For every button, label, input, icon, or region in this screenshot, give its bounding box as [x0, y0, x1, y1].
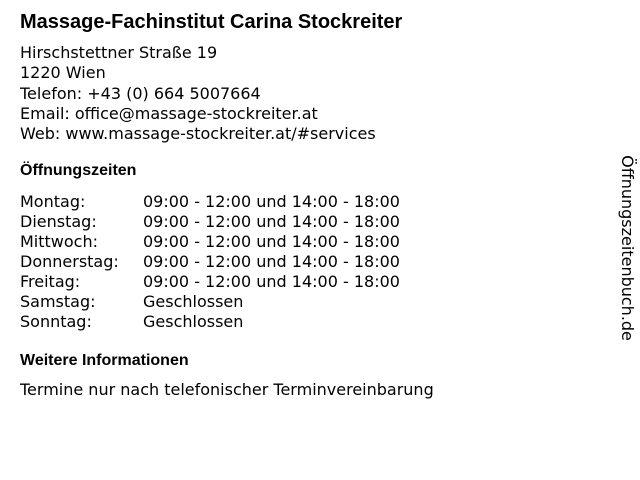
hours-value: 09:00 - 12:00 und 14:00 - 18:00 [143, 212, 400, 232]
day-label: Freitag: [20, 272, 81, 292]
day-label: Montag: [20, 192, 86, 212]
opening-hours-table [20, 192, 600, 332]
further-info-heading: Weitere Informationen [20, 352, 189, 370]
street-address: Hirschstettner Straße 19 [20, 43, 218, 62]
hours-row-thursday [20, 252, 600, 272]
hours-value: 09:00 - 12:00 und 14:00 - 18:00 [143, 232, 400, 252]
website-line: Web: www.massage-stockreiter.at/#services [20, 124, 376, 144]
hours-row-wednesday [20, 232, 600, 252]
business-card [20, 10, 600, 400]
day-label: Dienstag: [20, 212, 97, 232]
hours-row-friday [20, 272, 600, 292]
contact-block [20, 43, 600, 144]
opening-hours-heading: Öffnungszeiten [20, 162, 137, 180]
hours-value: 09:00 - 12:00 und 14:00 - 18:00 [143, 252, 400, 272]
day-label: Sonntag: [20, 312, 92, 332]
business-name: Massage-Fachinstitut Carina Stockreiter [20, 11, 403, 33]
hours-row-tuesday [20, 212, 600, 232]
email-line: Email: office@massage-stockreiter.at [20, 103, 318, 123]
hours-value: 09:00 - 12:00 und 14:00 - 18:00 [143, 192, 400, 212]
postal-city: 1220 Wien [20, 63, 106, 83]
day-label: Mittwoch: [20, 232, 98, 252]
phone-line: Telefon: +43 (0) 664 5007664 [20, 83, 261, 103]
further-info-text: Termine nur nach telefonischer Terminvereinbarung [20, 380, 434, 400]
hours-value: 09:00 - 12:00 und 14:00 - 18:00 [143, 272, 400, 292]
hours-row-saturday [20, 292, 600, 312]
watermark-text: Öffnungszeitenbuch.de [618, 155, 637, 341]
day-label: Samstag: [20, 292, 96, 312]
hours-value: Geschlossen [143, 312, 244, 332]
hours-row-monday [20, 192, 600, 212]
hours-value: Geschlossen [143, 292, 244, 312]
day-label: Donnerstag: [20, 252, 119, 272]
hours-row-sunday [20, 312, 600, 332]
